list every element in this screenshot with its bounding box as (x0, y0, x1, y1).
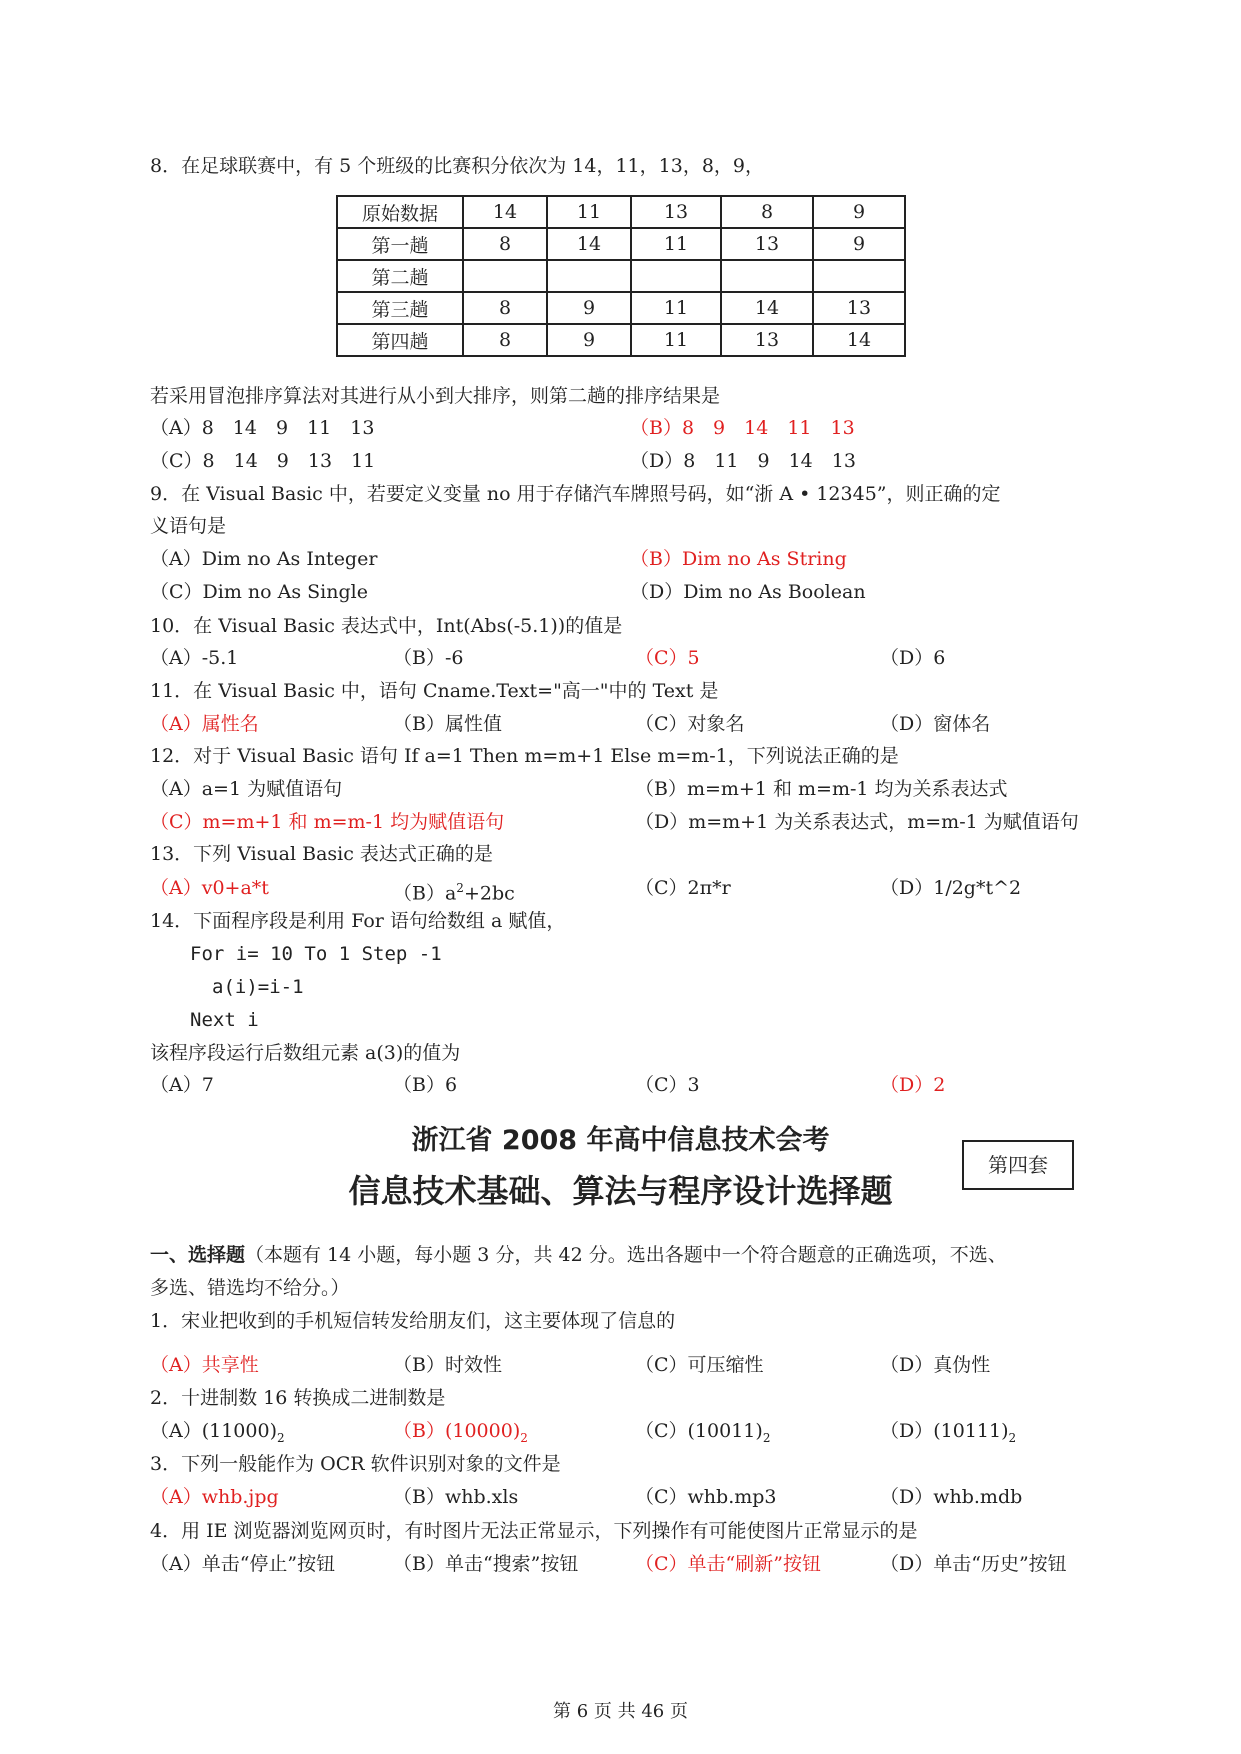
q11-option-a-answer: （A）属性名 (150, 713, 259, 735)
table-cell: 11 (631, 324, 721, 356)
q8-question: 若采用冒泡排序算法对其进行从小到大排序，则第二趟的排序结果是 (150, 385, 721, 407)
set-label-box: 第四套 (962, 1140, 1074, 1190)
q9-option-c: （C）Dim no As Single (150, 581, 368, 603)
s2-option-c (635, 1419, 770, 1450)
table-cell: 11 (631, 228, 721, 260)
table-cell: 8 (721, 196, 813, 228)
table-cell: 11 (631, 292, 721, 324)
table-cell: 9 (813, 196, 905, 228)
table-row (337, 324, 905, 356)
q11-option-c: （C）对象名 (635, 713, 745, 735)
table-row-header: 原始数据 (337, 196, 463, 228)
table-row-header: 第二趟 (337, 260, 463, 292)
s2-stem: 2．十进制数 16 转换成二进制数是 (150, 1387, 446, 1409)
table-row-header: 第一趟 (337, 228, 463, 260)
s2-option-b-base: 2 (520, 1430, 528, 1445)
q10-option-c-answer: （C）5 (635, 647, 700, 669)
table-cell: 13 (721, 324, 813, 356)
s4-option-a: （A）单击“停止”按钮 (150, 1553, 336, 1575)
table-cell: 8 (463, 292, 547, 324)
s1-option-b: （B）时效性 (393, 1354, 502, 1376)
q10-option-a: （A）-5.1 (150, 647, 239, 669)
q14-code-line2: a(i)=i-1 (212, 976, 304, 998)
q13-option-b-exponent: 2 (456, 881, 464, 895)
q10-option-b: （B）-6 (393, 647, 464, 669)
table-row-header: 第四趟 (337, 324, 463, 356)
q9-stem-line2: 义语句是 (150, 515, 227, 537)
section-instructions-line1 (150, 1243, 1007, 1267)
q9-stem-line1: 9．在 Visual Basic 中，若要定义变量 no 用于存储汽车牌照号码，如“浙 A • 12345”，则正确的定 (150, 483, 1001, 505)
q12-option-c-answer: （C）m=m+1 和 m=m-1 均为赋值语句 (150, 811, 505, 833)
section-instructions-line2: 多选、错选均不给分。） (150, 1277, 350, 1299)
q14-code-line1: For i= 10 To 1 Step -1 (190, 943, 442, 965)
exam-subtitle: 信息技术基础、算法与程序设计选择题 (348, 1172, 893, 1210)
table-cell (463, 260, 547, 292)
s2-option-d-base: 2 (1008, 1430, 1017, 1445)
page-footer: 第 6 页 共 46 页 (553, 1701, 688, 1722)
table-cell: 13 (631, 196, 721, 228)
s4-option-d: （D）单击“历史”按钮 (880, 1553, 1067, 1575)
q8-option-b-answer: （B）8 9 14 11 13 (630, 417, 855, 439)
exam-title: 浙江省 2008 年高中信息技术会考 (411, 1125, 830, 1156)
q8-stem: 8．在足球联赛中，有 5 个班级的比赛积分依次为 14，11，13，8，9， (150, 155, 765, 177)
s2-option-a-base: 2 (277, 1430, 285, 1445)
q9-option-d: （D）Dim no As Boolean (630, 581, 866, 603)
q14-code-line3: Next i (190, 1009, 259, 1031)
s3-stem: 3．下列一般能作为 OCR 软件识别对象的文件是 (150, 1453, 561, 1475)
table-row-header: 第三趟 (337, 292, 463, 324)
q13-option-b-prefix: （B）a (393, 882, 457, 905)
s2-option-a-value: （A）(11000) (150, 1420, 277, 1442)
q14-question: 该程序段运行后数组元素 a(3)的值为 (150, 1042, 461, 1064)
q11-option-d: （D）窗体名 (880, 713, 991, 735)
table-row (337, 228, 905, 260)
s2-option-b-answer (393, 1419, 528, 1450)
table-cell: 8 (463, 228, 547, 260)
s4-stem: 4．用 IE 浏览器浏览网页时，有时图片无法正常显示，下列操作有可能使图片正常显示的是 (150, 1520, 918, 1542)
table-row (337, 196, 905, 228)
q13-option-b-suffix: +2bc (463, 882, 515, 905)
table-cell: 11 (547, 196, 631, 228)
table-cell (631, 260, 721, 292)
s1-option-d: （D）真伪性 (880, 1354, 991, 1376)
q8-option-c: （C）8 14 9 13 11 (150, 450, 376, 472)
table-cell: 14 (721, 292, 813, 324)
table-cell: 9 (547, 292, 631, 324)
q12-option-d: （D）m=m+1 为关系表达式，m=m-1 为赋值语句 (635, 811, 1079, 833)
q10-option-d: （D）6 (880, 647, 946, 669)
section-instructions-text: （本题有 14 小题，每小题 3 分，共 42 分。选出各题中一个符合题意的正确选项，不选、 (245, 1244, 1007, 1266)
q12-option-b: （B）m=m+1 和 m=m-1 均为关系表达式 (635, 778, 1008, 800)
s3-option-c: （C）whb.mp3 (635, 1486, 777, 1508)
q14-option-d-answer: （D）2 (880, 1074, 946, 1096)
q13-option-c: （C）2π*r (635, 877, 731, 899)
table-cell: 9 (813, 228, 905, 260)
q13-option-b (393, 876, 515, 905)
s3-option-d: （D）whb.mdb (880, 1486, 1023, 1508)
q13-option-d: （D）1/2g*t^2 (880, 877, 1022, 899)
s2-option-b-value: （B）(10000) (393, 1420, 521, 1442)
table-cell: 14 (547, 228, 631, 260)
q11-option-b: （B）属性值 (393, 713, 502, 735)
q14-option-a: （A）7 (150, 1074, 214, 1096)
table-cell: 14 (813, 324, 905, 356)
s1-option-a-answer: （A）共享性 (150, 1354, 259, 1376)
q14-option-b: （B）6 (393, 1074, 458, 1096)
s4-option-c-answer: （C）单击“刷新”按钮 (635, 1553, 821, 1575)
q8-option-d: （D）8 11 9 14 13 (630, 450, 856, 472)
q14-option-c: （C）3 (635, 1074, 700, 1096)
table-cell: 13 (813, 292, 905, 324)
q12-option-a: （A）a=1 为赋值语句 (150, 778, 343, 800)
table-cell (547, 260, 631, 292)
bubble-sort-table (336, 195, 906, 357)
q12-stem: 12．对于 Visual Basic 语句 If a=1 Then m=m+1 Else m=m-1，下列说法正确的是 (150, 745, 899, 767)
table-row (337, 292, 905, 324)
q9-option-a: （A）Dim no As Integer (150, 548, 378, 570)
q13-stem: 13．下列 Visual Basic 表达式正确的是 (150, 843, 493, 865)
table-cell: 8 (463, 324, 547, 356)
q10-stem: 10．在 Visual Basic 表达式中，Int(Abs(-5.1))的值是 (150, 615, 623, 637)
table-row (337, 260, 905, 292)
q11-stem: 11．在 Visual Basic 中，语句 Cname.Text="高一"中的 Text 是 (150, 680, 719, 702)
s1-option-c: （C）可压缩性 (635, 1354, 764, 1376)
s4-option-b: （B）单击“搜索”按钮 (393, 1553, 579, 1575)
s2-option-c-base: 2 (762, 1430, 771, 1445)
s3-option-b: （B）whb.xls (393, 1486, 519, 1508)
table-cell: 14 (463, 196, 547, 228)
s1-stem: 1．宋业把收到的手机短信转发给朋友们，这主要体现了信息的 (150, 1310, 676, 1332)
table-cell: 9 (547, 324, 631, 356)
s3-option-a-answer: （A）whb.jpg (150, 1486, 279, 1508)
s2-option-c-value: （C）(10011) (635, 1420, 763, 1442)
q14-stem: 14．下面程序段是利用 For 语句给数组 a 赋值， (150, 910, 566, 932)
table-cell (813, 260, 905, 292)
section-heading: 一、选择题 (150, 1244, 246, 1266)
s2-option-d-value: （D）(10111) (880, 1420, 1009, 1442)
q9-option-b-answer: （B）Dim no As String (630, 548, 847, 570)
table-cell (721, 260, 813, 292)
s2-option-a (150, 1419, 285, 1450)
table-cell: 13 (721, 228, 813, 260)
s2-option-d (880, 1419, 1016, 1450)
q8-option-a: （A）8 14 9 11 13 (150, 417, 375, 439)
q13-option-a-answer: （A）v0+a*t (150, 877, 269, 899)
